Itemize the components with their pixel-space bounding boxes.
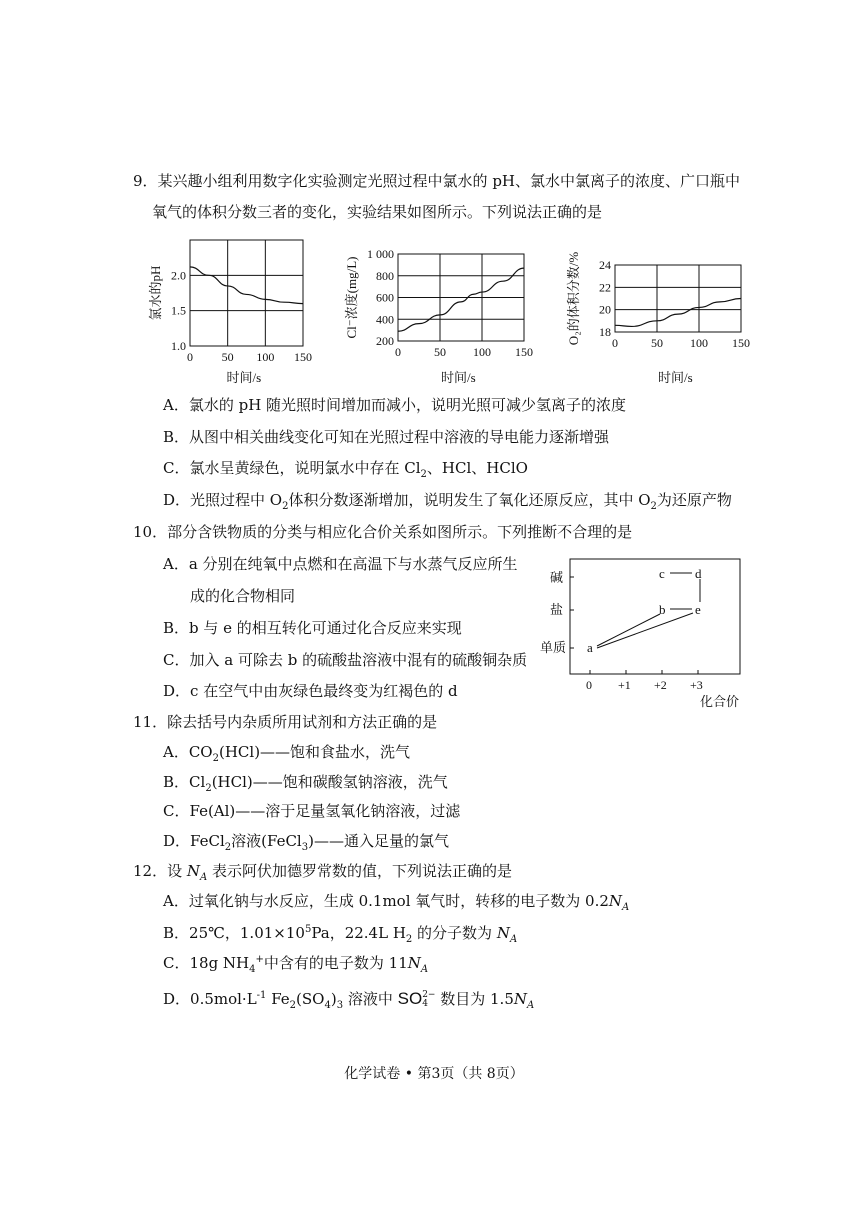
chart-ytick-label: 800 bbox=[376, 268, 394, 283]
diagram-xtick-0: 0 bbox=[586, 678, 592, 692]
diagram-xlabel: 化合价 bbox=[700, 694, 740, 709]
q9-option-c: C．氯水呈黄绿色，说明氯水中存在 $Cl_2$、HCl、HClO bbox=[163, 459, 528, 480]
q10-option-d: D．c 在空气中由灰绿色最终变为红褐色的 d bbox=[163, 682, 458, 700]
chart-xtick-label: 0 bbox=[612, 336, 618, 350]
page-footer: 化学试卷 • 第3页（共 8页） bbox=[344, 1066, 524, 1082]
chart-series-line bbox=[615, 299, 741, 327]
chart-oxygen bbox=[566, 252, 750, 385]
chart-xlabel: 时间/s bbox=[226, 370, 262, 385]
q10-option-a-line2: 成的化合物相同 bbox=[190, 587, 296, 605]
chart-xtick-label: 0 bbox=[395, 345, 401, 359]
q12-option-b: B．25℃，$1.01\times 10^5Pa$，22.4L $H_2$ 的分子数为 $N_A$ bbox=[163, 924, 518, 945]
chart-xtick-label: 100 bbox=[256, 350, 275, 364]
chart-series-line bbox=[190, 267, 303, 304]
point-a: a bbox=[587, 640, 593, 655]
chart-ytick-label: 400 bbox=[376, 312, 394, 327]
chart-ylabel: 氯水的pH bbox=[148, 265, 163, 321]
chart-ylabel: O₂的体积分数/% bbox=[566, 251, 581, 346]
chart-ytick-label: 200 bbox=[376, 334, 394, 348]
chart-ytick-label: 1.0 bbox=[171, 339, 186, 353]
q12-option-a: A．过氧化钠与水反应，生成 0.1mol 氧气时，转移的电子数为 $0.2N_A$ bbox=[163, 892, 630, 913]
q11-option-b: B．$Cl_2(HCl)——$饱和碳酸氢钠溶液，洗气 bbox=[163, 773, 448, 794]
diagram-xtick-3: +3 bbox=[690, 678, 703, 692]
chart-ylabel: Cl⁻浓度(mg/L) bbox=[344, 256, 359, 339]
chart-xlabel: 时间/s bbox=[658, 370, 693, 385]
chart-ytick-label: 1 000 bbox=[367, 247, 394, 261]
diagram-xtick-1: +1 bbox=[618, 678, 631, 692]
q9-number: 9． bbox=[133, 172, 158, 190]
diagram-ylabel-element: 单质 bbox=[540, 640, 567, 655]
chart-ytick-label: 24 bbox=[599, 258, 611, 272]
chart-ytick-label: 20 bbox=[599, 302, 611, 317]
chart-ytick-label: 1.5 bbox=[171, 303, 186, 318]
chart-xtick-label: 100 bbox=[473, 345, 491, 359]
point-d: d bbox=[695, 566, 702, 581]
diagram-ylabel-salt: 盐 bbox=[550, 602, 564, 617]
iron-valence-diagram bbox=[540, 553, 760, 713]
q11-option-c: C．Fe(Al)——溶于足量氢氧化钠溶液，过滤 bbox=[163, 802, 461, 820]
chart-xtick-label: 50 bbox=[221, 350, 234, 364]
chart-ytick-label: 22 bbox=[599, 280, 611, 295]
chart-xtick-label: 150 bbox=[294, 350, 312, 364]
q12-stem: 12．设 $N_A$ 表示阿伏加德罗常数的值，下列说法正确的是 bbox=[133, 862, 513, 883]
chart-ytick-label: 600 bbox=[376, 290, 394, 305]
diagram-ylabel-base: 碱 bbox=[550, 570, 564, 585]
chart-ph bbox=[148, 240, 312, 385]
chart-frame bbox=[615, 265, 741, 332]
point-e: e bbox=[695, 602, 701, 617]
q12-option-d: D．$0.5mol\cdot L^{-1}$ $Fe_2(SO_4)_3$ 溶液中 SO 2− 4 数目为 $1.5N_A$ bbox=[163, 989, 535, 1011]
chart-chloride bbox=[344, 247, 533, 385]
chart-xtick-label: 0 bbox=[187, 350, 193, 364]
q10-option-a-line1: A．a 分别在纯氧中点燃和在高温下与水蒸气反应所生 bbox=[163, 555, 518, 573]
q12-option-c: C．18g $NH_4^+$中含有的电子数为 $11N_A$ bbox=[163, 954, 429, 975]
chart-xtick-label: 150 bbox=[732, 336, 750, 350]
q9-option-b: B．从图中相关曲线变化可知在光照过程中溶液的导电能力逐渐增强 bbox=[163, 428, 610, 446]
chart-xtick-label: 50 bbox=[434, 345, 446, 359]
q11-option-d: D．FeCl$_2$溶液(FeCl$_3$)——通入足量的氯气 bbox=[163, 832, 449, 853]
q9-charts bbox=[0, 232, 868, 392]
diagram-xtick-2: +2 bbox=[654, 678, 667, 692]
chart-ytick-label: 2.0 bbox=[171, 268, 186, 283]
chart-series-line bbox=[398, 268, 524, 331]
q9-option-a: A．氯水的 pH 随光照时间增加而减小，说明光照可减少氢离子的浓度 bbox=[163, 396, 627, 414]
q11-stem: 11．除去括号内杂质所用试剂和方法正确的是 bbox=[133, 713, 438, 731]
q9-stem1: 某兴趣小组利用数字化实验测定光照过程中氯水的 pH、氯水中氯离子的浓度、广口瓶中 bbox=[157, 172, 741, 190]
q10-stem: 10．部分含铁物质的分类与相应化合价关系如图所示。下列推断不合理的是 bbox=[133, 523, 633, 541]
q9-option-d: D．光照过程中 $O_2$体积分数逐渐增加，说明发生了氧化还原反应，其中 $O_2$为还原产物 bbox=[163, 491, 732, 512]
chart-xtick-label: 100 bbox=[690, 336, 708, 350]
chart-ytick-label: 18 bbox=[599, 325, 611, 339]
q9-stem-line1 bbox=[133, 171, 740, 191]
q10-option-c: C．加入 a 可除去 b 的硫酸盐溶液中混有的硫酸铜杂质 bbox=[163, 651, 528, 669]
point-b: b bbox=[659, 602, 666, 617]
chart-xtick-label: 50 bbox=[651, 336, 663, 350]
point-c: c bbox=[659, 566, 665, 581]
chart-xlabel: 时间/s bbox=[441, 370, 476, 385]
chart-xtick-label: 150 bbox=[515, 345, 533, 359]
chart-frame bbox=[190, 240, 303, 346]
q9-stem-line2: 氧气的体积分数三者的变化，实验结果如图所示。下列说法正确的是 bbox=[152, 203, 603, 221]
q11-option-a: A．$CO_2(HCl)——$饱和食盐水，洗气 bbox=[163, 743, 411, 764]
q10-option-b: B．b 与 e 的相互转化可通过化合反应来实现 bbox=[163, 619, 462, 637]
